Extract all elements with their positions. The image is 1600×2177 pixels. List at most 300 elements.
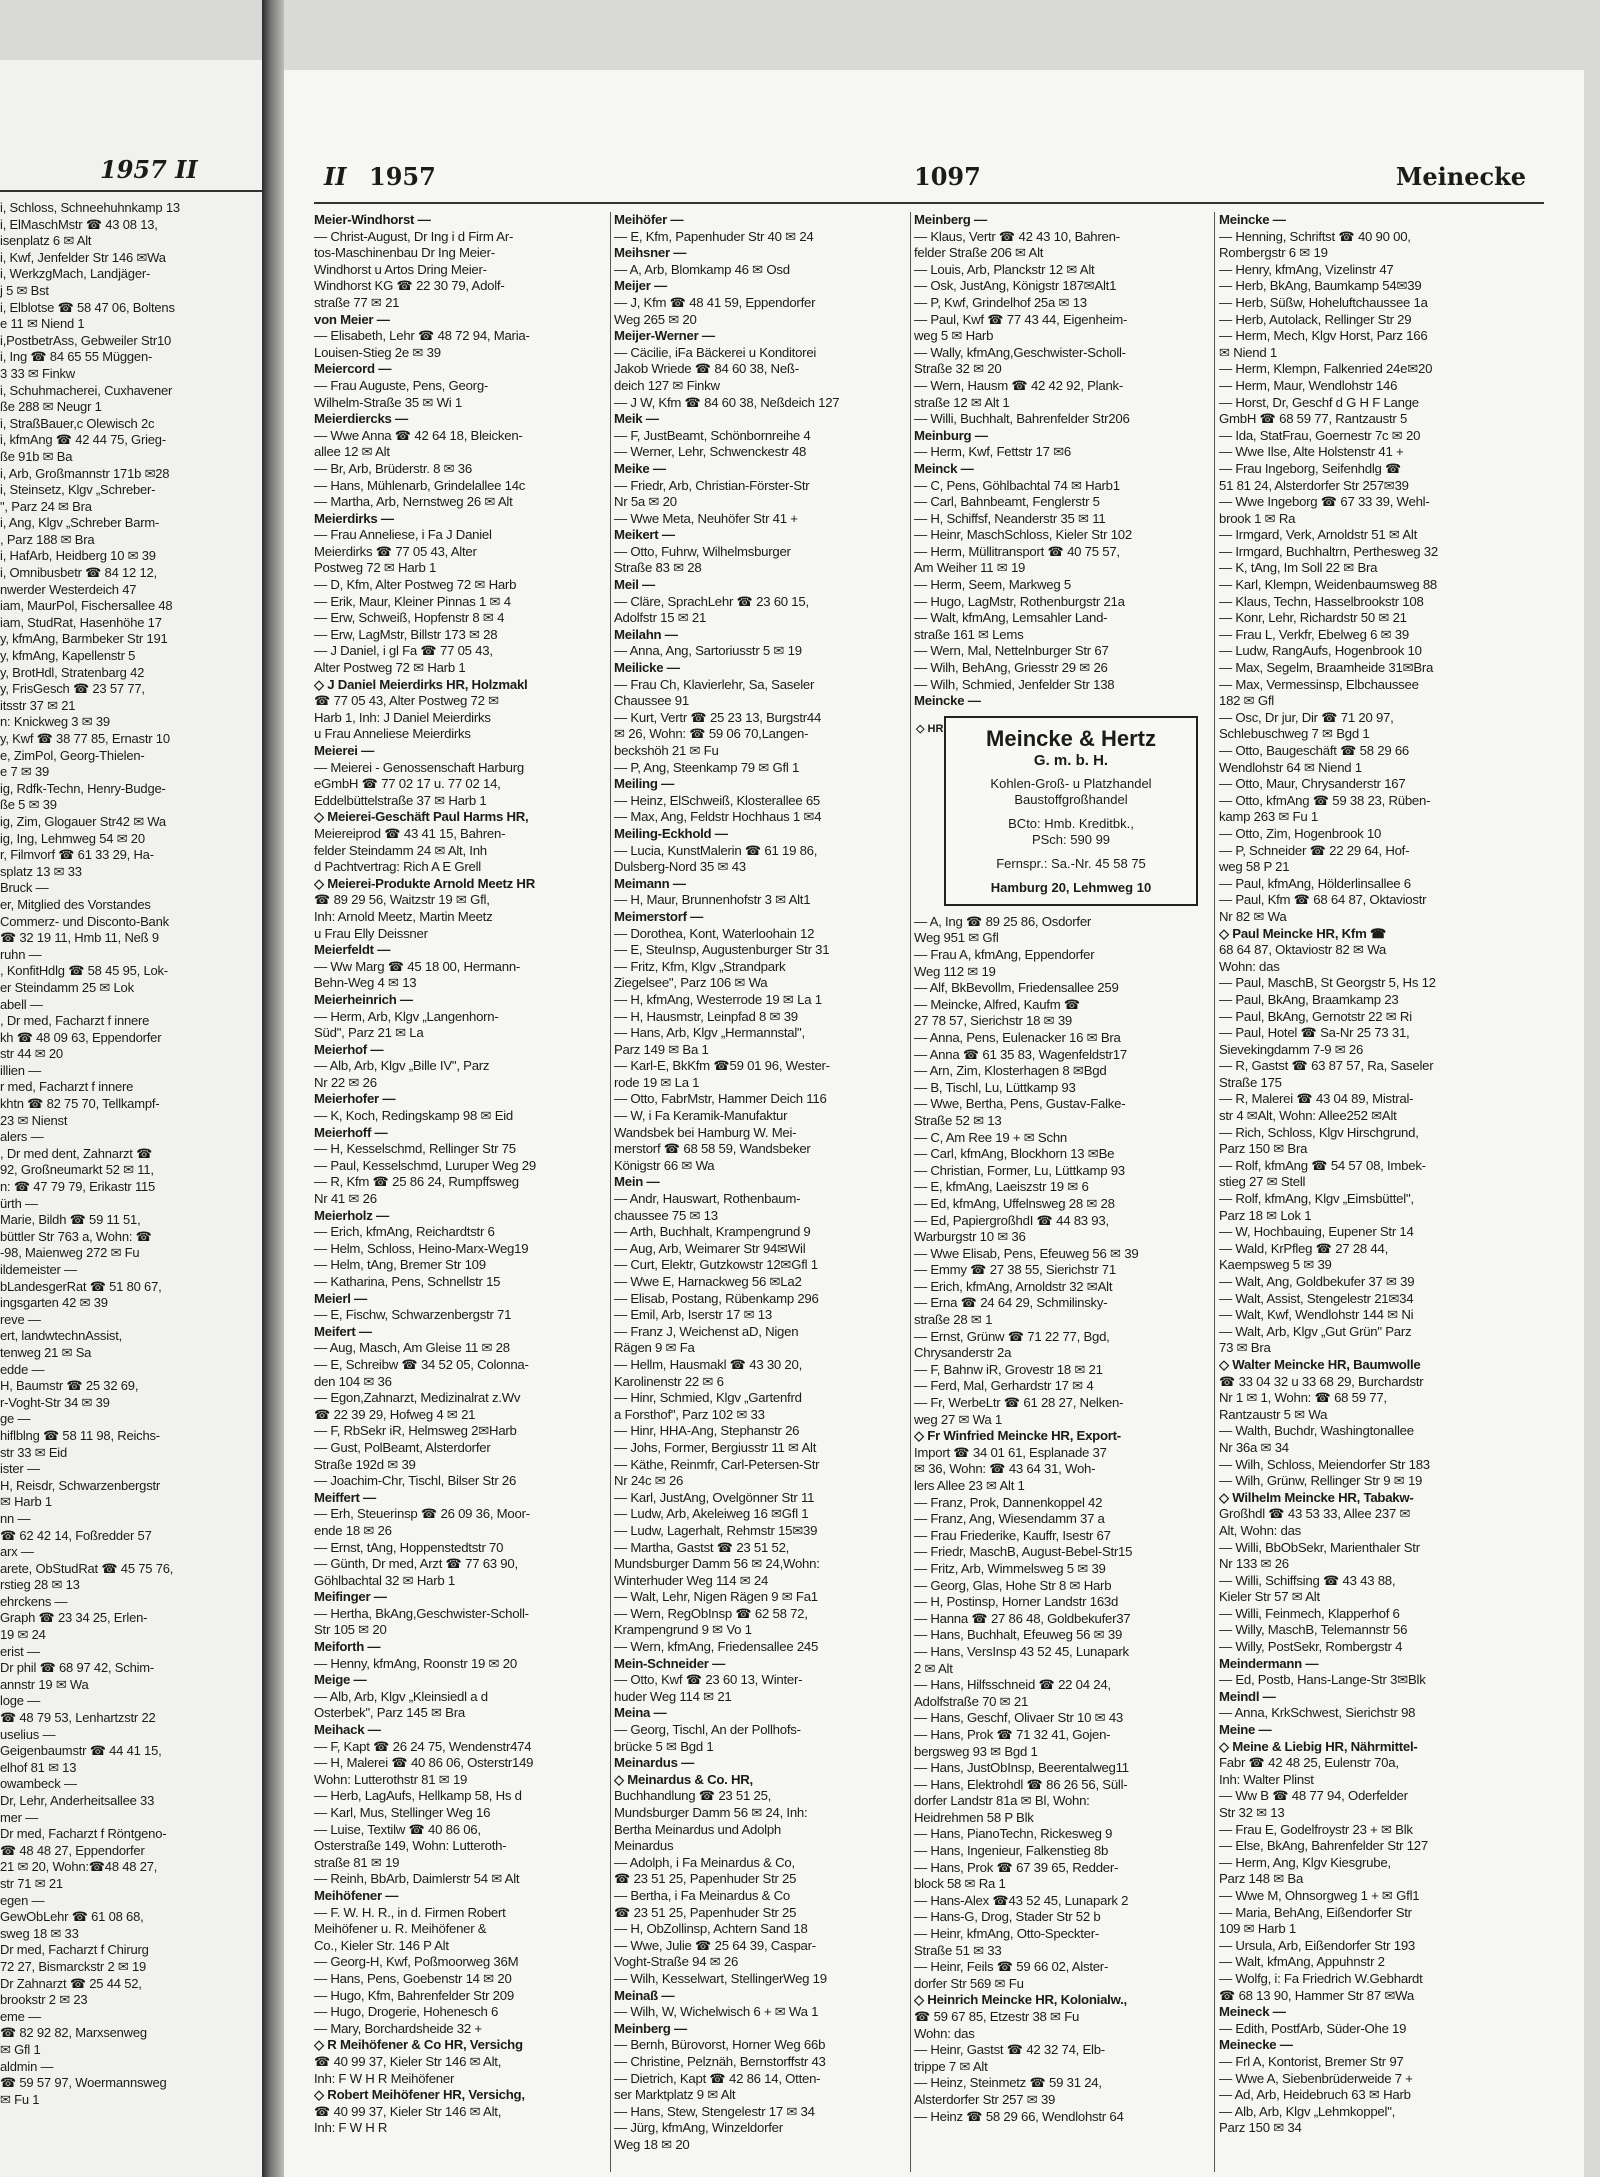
directory-entry-line: aldmin — — [0, 2058, 54, 2074]
directory-entry-line: — Anna ☎ 61 35 83, Wagenfeldstr17 — [914, 1046, 1127, 1062]
directory-entry-line: — Ernst, Grünw ☎ 71 22 77, Bgd, — [914, 1328, 1110, 1344]
directory-entry-line: — Frau Friederike, Kauffr, Isestr 67 — [914, 1527, 1111, 1543]
surname-heading: Meierfeldt — — [314, 942, 391, 958]
directory-entry-line: str 4 ✉Alt, Wohn: Allee252 ✉Alt — [1219, 1108, 1397, 1124]
directory-entry-line: — Otto, Kwf ☎ 23 60 13, Winter- — [614, 1672, 803, 1688]
directory-entry-line: ig, Rdfk-Techn, Henry-Budge- — [0, 780, 166, 796]
directory-entry-line: ☎ 89 29 56, Waitzstr 19 ✉ Gfl, — [314, 892, 490, 908]
directory-entry-line: ☎ 82 92 82, Marxsenweg — [0, 2025, 147, 2041]
directory-entry-line: — Ed, Postb, Hans-Lange-Str 3✉Blk — [1219, 1672, 1426, 1688]
directory-entry-line: ig, Ing, Lehmweg 54 ✉ 20 — [0, 830, 145, 846]
directory-entry-line: — Frau Ch, Klavierlehr, Sa, Saseler — [614, 676, 815, 692]
directory-entry-line: — Paul, Kesselschmd, Luruper Weg 29 — [314, 1157, 536, 1173]
directory-entry-line: huder Weg 114 ✉ 21 — [614, 1688, 732, 1704]
directory-entry-line: — Herm, Mech, Klgv Horst, Parz 166 — [1219, 328, 1428, 344]
directory-entry-line: — Heinr, kfmAng, Otto-Speckter- — [914, 1926, 1099, 1942]
directory-entry-line: Straße 51 ✉ 33 — [914, 1942, 1002, 1958]
directory-entry-line: — Günth, Dr med, Arzt ☎ 77 63 90, — [314, 1556, 518, 1572]
directory-entry-line: — Hans, VersInsp 43 52 45, Lunapark — [914, 1643, 1129, 1659]
directory-entry-line: — Meincke, Alfred, Kaufm ☎ — [914, 996, 1081, 1012]
directory-entry-line: Straße 175 — [1219, 1074, 1282, 1090]
directory-entry-line: u Frau Anneliese Meierdirks — [314, 726, 471, 742]
directory-entry-line: — Heinz ☎ 58 29 66, Wendlohstr 64 — [914, 2108, 1124, 2124]
directory-entry-line: — Hans, PianoTechn, Rickesweg 9 — [914, 1826, 1113, 1842]
directory-entry-line: — Reinh, BbArb, Daimlerstr 54 ✉ Alt — [314, 1871, 520, 1887]
directory-entry-line: — Erich, kfmAng, Reichardtstr 6 — [314, 1224, 495, 1240]
directory-entry-line: ◇ Wilhelm Meincke HR, Tabakw- — [1219, 1489, 1414, 1505]
directory-entry-line: — Wilh, Grünw, Rellinger Str 9 ✉ 19 — [1219, 1473, 1423, 1489]
directory-entry-line: — Louis, Arb, Planckstr 12 ✉ Alt — [914, 261, 1095, 277]
directory-entry-line: — Hans-G, Drog, Stader Str 52 b — [914, 1909, 1101, 1925]
directory-entry-line: y, kfmAng, Kapellenstr 5 — [0, 648, 136, 664]
directory-entry-line: Adolfstr 15 ✉ 21 — [614, 610, 707, 626]
directory-entry-line: ße 288 ✉ Neugr 1 — [0, 399, 102, 415]
directory-entry-line: Rägen 9 ✉ Fa — [614, 1340, 695, 1356]
surname-heading: Meinck — — [914, 460, 974, 476]
directory-entry-line: 3 33 ✉ Finkw — [0, 365, 75, 381]
directory-entry-line: — Otto, Zim, Hogenbrook 10 — [1219, 825, 1382, 841]
directory-entry-line: — Werner, Lehr, Schwenckestr 48 — [614, 444, 807, 460]
directory-entry-line: Rantzaustr 5 ✉ Wa — [1219, 1406, 1328, 1422]
directory-entry-line: — Ed, PapiergroßhdI ☎ 44 83 93, — [914, 1212, 1109, 1228]
ad-line: BCto: Hmb. Kreditbk., — [1008, 815, 1134, 831]
directory-entry-line: — Gust, PolBeamt, Alsterdorfer — [314, 1439, 491, 1455]
directory-entry-line: ☎ 22 39 29, Hofweg 4 ✉ 21 — [314, 1406, 476, 1422]
directory-entry-line: ", Parz 24 ✉ Bra — [0, 498, 92, 514]
directory-entry-line: — Erw, Schweiß, Hopfenstr 8 ✉ 4 — [314, 610, 505, 626]
directory-entry-line: trippe 7 ✉ Alt — [914, 2058, 988, 2074]
directory-entry-line: i, Kwf, Jenfelder Str 146 ✉Wa — [0, 249, 166, 265]
directory-entry-line: 21 ✉ 20, Wohn:☎48 48 27, — [0, 1859, 158, 1875]
directory-entry-line: ert, landwtechnAssist, — [0, 1328, 123, 1344]
directory-entry-line: — Lucia, KunstMalerin ☎ 61 19 86, — [614, 842, 818, 858]
surname-heading: Meierheinrich — — [314, 991, 413, 1007]
directory-entry-line: — Wwe Elisab, Pens, Efeuweg 56 ✉ 39 — [914, 1245, 1139, 1261]
directory-entry-line: — Rolf, kfmAng, Klgv „Eimsbüttel", — [1219, 1191, 1414, 1207]
directory-entry-line: — Hans, Elektrohdl ☎ 86 26 56, Süll- — [914, 1776, 1128, 1792]
directory-entry-line: beckshöh 21 ✉ Fu — [614, 743, 719, 758]
surname-heading: Meindl — — [1219, 1688, 1276, 1704]
directory-entry-line: 92, Großneumarkt 52 ✉ 11, — [0, 1162, 154, 1178]
directory-entry-line: Osterstraße 149, Wohn: Lutteroth- — [314, 1838, 507, 1854]
directory-entry-line: — Herm, Müllitransport ☎ 40 75 57, — [914, 543, 1120, 559]
directory-entry-line: brook 1 ✉ Ra — [1219, 510, 1296, 526]
directory-entry-line: Str 32 ✉ 13 — [1219, 1805, 1285, 1820]
directory-entry-line: — Wern, Hausm ☎ 42 42 92, Plank- — [914, 377, 1124, 393]
directory-entry-line: Krampengrund 9 ✉ Vo 1 — [614, 1622, 752, 1638]
directory-entry-line: sweg 18 ✉ 33 — [0, 1925, 79, 1941]
ad-title: Meincke & Hertz — [986, 725, 1156, 751]
directory-entry-line: i, HafArb, Heidberg 10 ✉ 39 — [0, 548, 156, 564]
directory-entry-line: bLandesgerRat ☎ 51 80 67, — [0, 1278, 162, 1294]
directory-entry-line: — Karl, Mus, Stellinger Weg 16 — [314, 1805, 491, 1820]
directory-entry-line: ende 18 ✉ 26 — [314, 1522, 392, 1538]
directory-entry-line: er Steindamm 25 ✉ Lok — [0, 979, 134, 995]
directory-entry-line: tenweg 21 ✉ Sa — [0, 1344, 92, 1360]
directory-entry-line: — A, Ing ☎ 89 25 86, Osdorfer — [914, 913, 1092, 929]
surname-heading: Meige — — [314, 1672, 367, 1688]
directory-entry-line: — Willi, Feinmech, Klapperhof 6 — [1219, 1605, 1400, 1621]
directory-entry-line: i, Elblotse ☎ 58 47 06, Boltens — [0, 299, 175, 315]
directory-entry-line: ◇ Fr Winfried Meincke HR, Export- — [914, 1428, 1121, 1444]
directory-entry-line: merstorf ☎ 68 58 59, Wandsbeker — [614, 1141, 811, 1157]
directory-entry-line: — Karl, Klempn, Weidenbaumsweg 88 — [1219, 577, 1438, 593]
directory-entry-line: Weg 18 ✉ 20 — [614, 2136, 690, 2152]
directory-entry-line: — Ed, kfmAng, Uffelnsweg 28 ✉ 28 — [914, 1195, 1115, 1211]
surname-heading: Meiling — — [614, 776, 675, 792]
directory-entry-line: Buchhandlung ☎ 23 51 25, — [614, 1788, 772, 1804]
directory-entry-line: — Wolfg, i: Fa Friedrich W.Gebhardt — [1219, 1970, 1423, 1986]
directory-entry-line: — Ernst, tAng, Hoppenstedtstr 70 — [314, 1539, 504, 1555]
directory-entry-line: Inh: F W H R Meihöfener — [314, 2070, 455, 2086]
directory-entry-line: Am Weiher 11 ✉ 19 — [914, 560, 1026, 576]
directory-entry-line: ☎ 77 05 43, Alter Postweg 72 ✉ — [314, 693, 499, 709]
directory-entry-line: — Wald, KrPfleg ☎ 27 28 44, — [1219, 1240, 1388, 1256]
directory-entry-line: — P, Ang, Steenkamp 79 ✉ Gfl 1 — [614, 759, 800, 775]
directory-entry-line: Import ☎ 34 01 61, Esplanade 37 — [914, 1444, 1107, 1460]
directory-entry-line: str 71 ✉ 21 — [0, 1875, 63, 1891]
directory-entry-line: ☎ 32 19 11, Hmb 11, Neß 9 — [0, 930, 159, 946]
directory-entry-line: — Wilh, Kesselwart, StellingerWeg 19 — [614, 1970, 827, 1986]
directory-entry-line: , Parz 188 ✉ Bra — [0, 531, 95, 547]
directory-entry-line: ße 5 ✉ 39 — [0, 797, 57, 813]
directory-entry-line: — Wwe E, Harnackweg 56 ✉La2 — [614, 1274, 802, 1289]
directory-entry-line: — Hans, Pens, Goebenstr 14 ✉ 20 — [314, 1970, 512, 1986]
directory-entry-line: y, Kwf ☎ 38 77 85, Ernastr 10 — [0, 731, 170, 746]
directory-entry-line: — Herm, Maur, Wendlohstr 146 — [1219, 377, 1398, 393]
directory-entry-line: 23 ✉ Nienst — [0, 1112, 68, 1128]
directory-entry-line: Straße 32 ✉ 20 — [914, 361, 1002, 377]
directory-entry-line: — Herm, Arb, Klgv „Langenhorn- — [314, 1008, 499, 1024]
directory-entry-line: r med, Facharzt f innere — [0, 1079, 134, 1095]
directory-entry-line: Wendlohstr 64 ✉ Niend 1 — [1219, 759, 1362, 775]
directory-entry-line: ☎ 48 79 53, Lenhartzstr 22 — [0, 1710, 156, 1726]
directory-entry-line: — R, Gastst ☎ 63 87 57, Ra, Saseler — [1219, 1058, 1434, 1074]
directory-entry-line: ◇ Meine & Liebig HR, Nährmittel- — [1219, 1738, 1418, 1754]
directory-entry-line: — E, Kfm, Papenhuder Str 40 ✉ 24 — [614, 228, 814, 244]
page-number: 1097 — [914, 162, 981, 191]
directory-entry-line: — Dietrich, Kapt ☎ 42 86 14, Otten- — [614, 2070, 821, 2086]
directory-entry-line: ✉ Fu 1 — [0, 2091, 40, 2107]
directory-entry-line: dorfer Str 569 ✉ Fu — [914, 1975, 1024, 1991]
ad-city: Hamburg 20, Lehmweg 10 — [990, 879, 1152, 895]
directory-entry-line: — Rich, Schloss, Klgv Hirschgrund, — [1219, 1124, 1419, 1140]
directory-entry-line: Chaussee 91 — [614, 693, 689, 709]
directory-entry-line: ◇ Walter Meincke HR, Baumwolle — [1219, 1356, 1421, 1372]
directory-entry-line: — Paul, BkAng, Gernotstr 22 ✉ Ri — [1219, 1008, 1412, 1024]
directory-entry-line: — Georg-H, Kwf, Poßmoorweg 36M — [314, 1954, 519, 1970]
directory-entry-line: Großhdl ☎ 43 53 33, Allee 237 ✉ — [1219, 1506, 1411, 1522]
directory-entry-line: — Alf, BkBevollm, Friedensallee 259 — [914, 980, 1119, 996]
directory-entry-line: — Wilh, W, Wichelwisch 6 + ✉ Wa 1 — [614, 2004, 819, 2020]
directory-entry-line: Rombergstr 6 ✉ 19 — [1219, 245, 1328, 261]
directory-entry-line: — F, Bahnw iR, Grovestr 18 ✉ 21 — [914, 1361, 1103, 1377]
directory-entry-line: abell — — [0, 996, 43, 1012]
directory-entry-line: block 58 ✉ Ra 1 — [914, 1876, 1006, 1892]
directory-entry-line: — Otto, FabrMstr, Hammer Deich 116 — [614, 1091, 827, 1107]
directory-entry-line: — Heinr, Gastst ☎ 42 32 74, Elb- — [914, 2042, 1105, 2058]
directory-entry-line: Str 105 ✉ 20 — [314, 1622, 387, 1638]
surname-heading: Meihöfener — — [314, 1887, 399, 1903]
directory-entry-line: ☎ 23 51 25, Papenhuder Str 25 — [614, 1871, 797, 1887]
surname-heading: Meineck — — [1219, 2004, 1286, 2020]
directory-entry-line: — Frau A, kfmAng, Eppendorfer — [914, 947, 1095, 962]
directory-entry-line: Nr 133 ✉ 26 — [1219, 1556, 1289, 1572]
directory-entry-line: — Carl, Bahnbeamt, Fenglerstr 5 — [914, 494, 1100, 510]
directory-entry-line: — Frl A, Kontorist, Bremer Str 97 — [1219, 2053, 1404, 2069]
directory-column-3 — [914, 212, 1206, 2172]
directory-entry-line: 182 ✉ Gfl — [1219, 693, 1274, 709]
directory-entry-line: Inh: Walter Plinst — [1219, 1771, 1314, 1787]
directory-entry-line: — Wally, kfmAng,Geschwister-Scholl- — [914, 344, 1126, 360]
directory-entry-line: — Ad, Arb, Heidebruch 63 ✉ Harb — [1219, 2087, 1411, 2103]
directory-entry-line: Wohn: das — [1219, 958, 1280, 974]
directory-entry-line: ingsgarten 42 ✉ 39 — [0, 1295, 108, 1311]
directory-entry-line: — Wwe, Julie ☎ 25 64 39, Caspar- — [614, 1937, 816, 1953]
directory-entry-line: brookstr 2 ✉ 23 — [0, 1992, 88, 2008]
directory-entry-line: — W, Hochbauing, Eupener Str 14 — [1219, 1224, 1414, 1240]
directory-entry-line: — Herb, Süßw, Hoheluftchaussee 1a — [1219, 294, 1428, 310]
directory-entry-line: Karolinenstr 22 ✉ 6 — [614, 1373, 724, 1389]
directory-entry-line: Nr 5a ✉ 20 — [614, 494, 677, 510]
surname-heading: Meierhoff — — [314, 1124, 388, 1140]
directory-entry-line: — Paul, MaschB, St Georgstr 5, Hs 12 — [1219, 975, 1436, 991]
directory-entry-line: itsstr 37 ✉ 21 — [0, 697, 76, 713]
directory-entry-line: bergsweg 93 ✉ Bgd 1 — [914, 1743, 1038, 1759]
directory-entry-line: — Curt, Elektr, Gutzkowstr 12✉Gfl 1 — [614, 1257, 818, 1273]
directory-entry-line: — J Daniel, i gl Fa ☎ 77 05 43, — [314, 643, 493, 659]
directory-entry-line: Warburgstr 10 ✉ 36 — [914, 1229, 1026, 1245]
directory-entry-line: — Frau Ingeborg, Seifenhdlg ☎ — [1219, 460, 1402, 476]
directory-entry-line: — Christine, Pelznäh, Bernstorffstr 43 — [614, 2053, 826, 2069]
directory-entry-line: arete, ObStudRat ☎ 45 75 76, — [0, 1560, 174, 1576]
directory-entry-line: — F, Kapt ☎ 26 24 75, Wendenstr474 — [314, 1738, 532, 1754]
directory-entry-line: splatz 13 ✉ 33 — [0, 863, 82, 879]
directory-columns — [314, 212, 1544, 2172]
directory-entry-line: — Alb, Arb, Klgv „Lehmkoppel", — [1219, 2103, 1396, 2119]
directory-entry-line: — Hans, Geschf, Olivaer Str 10 ✉ 43 — [914, 1710, 1123, 1726]
directory-entry-line: ☎ 40 99 37, Kieler Str 146 ✉ Alt, — [314, 2103, 502, 2119]
directory-entry-line: — Wwe Ilse, Alte Holstenstr 41 + — [1219, 444, 1404, 460]
surname-heading: Meine — — [1219, 1722, 1272, 1738]
directory-entry-line: alers — — [0, 1129, 44, 1145]
directory-entry-line: — Else, BkAng, Bahrenfelder Str 127 — [1219, 1838, 1428, 1854]
directory-entry-line: — Hans, JustObInsp, Beerentalweg11 — [914, 1760, 1129, 1776]
directory-entry-line: , KonfitHdlg ☎ 58 45 95, Lok- — [0, 963, 168, 979]
directory-entry-line: ☎ 62 42 14, Foßredder 57 — [0, 1527, 152, 1543]
directory-entry-line: 109 ✉ Harb 1 — [1219, 1921, 1296, 1937]
directory-entry-line: — P, Schneider ☎ 22 29 64, Hof- — [1219, 842, 1410, 858]
directory-entry-line: — Max, Vermessinsp, Elbchaussee — [1219, 676, 1419, 692]
directory-entry-line: — Egon,Zahnarzt, Medizinalrat z.Wv — [314, 1390, 521, 1406]
directory-entry-line: Sievekingdamm 7-9 ✉ 26 — [1219, 1041, 1364, 1057]
directory-entry-line: 72 27, Bismarckstr 2 ✉ 19 — [0, 1958, 147, 1974]
directory-entry-line: , Dr med, Facharzt f innere — [0, 1013, 150, 1029]
directory-entry-line: — Hans, Prok ☎ 71 32 41, Gojen- — [914, 1726, 1111, 1742]
directory-entry-line: hiflblng ☎ 58 11 98, Reichs- — [0, 1427, 160, 1443]
directory-entry-line: — Willy, PostSekr, Rombergstr 4 — [1219, 1639, 1403, 1655]
directory-entry-line: — Bernh, Bürovorst, Horner Weg 66b — [614, 2037, 826, 2053]
directory-entry-line: — Arn, Zim, Klosterhagen 8 ✉Bgd — [914, 1063, 1107, 1079]
directory-entry-line: Wohn: Lutterothstr 81 ✉ 19 — [314, 1771, 468, 1787]
directory-entry-line: — Heinr, Feils ☎ 59 66 02, Alster- — [914, 1959, 1109, 1975]
directory-entry-line: — Carl, kfmAng, Blockhorn 13 ✉Be — [914, 1146, 1115, 1162]
directory-entry-line: — Ww Marg ☎ 45 18 00, Hermann- — [314, 958, 521, 974]
directory-entry-line: — Walt, Lehr, Nigen Rägen 9 ✉ Fa1 — [614, 1589, 818, 1605]
directory-entry-line: — Ww B ☎ 48 77 94, Oderfelder — [1219, 1788, 1408, 1804]
surname-heading: Meiffert — — [314, 1489, 376, 1505]
directory-entry-line: — Wilh, BehAng, Griesstr 29 ✉ 26 — [914, 660, 1108, 676]
directory-entry-line: — Otto, Fuhrw, Wilhelmsburger — [614, 543, 791, 559]
directory-entry-line: — Anna, Ang, Sartoriusstr 5 ✉ 19 — [614, 643, 802, 659]
directory-entry-line: annstr 19 ✉ Wa — [0, 1676, 89, 1692]
directory-entry-line: Chrysanderstr 2a — [914, 1345, 1012, 1361]
directory-entry-line: — Hans-Alex ☎43 52 45, Lunapark 2 — [914, 1892, 1129, 1908]
directory-entry-line: felder Straße 206 ✉ Alt — [914, 245, 1044, 261]
directory-entry-line: Königstr 66 ✉ Wa — [614, 1157, 715, 1173]
directory-entry-line: — Wwe, Bertha, Pens, Gustav-Falke- — [914, 1096, 1126, 1112]
directory-entry-line: reve — — [0, 1311, 41, 1327]
directory-entry-line: — Mary, Borchardsheide 32 + — [314, 2020, 482, 2036]
directory-entry-line: ser Marktplatz 9 ✉ Alt — [614, 2087, 736, 2103]
directory-entry-line: — Osk, JustAng, Königstr 187✉Alt1 — [914, 278, 1117, 294]
directory-column-4 — [1219, 212, 1511, 2172]
directory-entry-line: — Martha, Gastst ☎ 23 51 52, — [614, 1539, 790, 1555]
directory-entry-line: — Bertha, i Fa Meinardus & Co — [614, 1887, 790, 1903]
directory-entry-line: — Hertha, BkAng,Geschwister-Scholl- — [314, 1605, 529, 1621]
ad-line: Kohlen-Groß- u Platzhandel — [990, 775, 1152, 791]
directory-entry-line: isenplatz 6 ✉ Alt — [0, 233, 92, 249]
directory-entry-line: ☎ 59 67 85, Etzestr 38 ✉ Fu — [914, 2009, 1080, 2024]
surname-heading: Meijer — — [614, 278, 667, 294]
page-header — [324, 162, 1526, 196]
directory-entry-line: — Henry, kfmAng, Vizelinstr 47 — [1219, 261, 1394, 277]
left-page-entries — [0, 200, 262, 2108]
directory-entry-line: Heidrehmen 58 P Blk — [914, 1809, 1034, 1825]
directory-entry-line: y, FrisGesch ☎ 23 57 77, — [0, 681, 145, 697]
surname-heading: Meiling-Eckhold — — [614, 825, 728, 841]
directory-entry-line: — H, Hausmstr, Leinpfad 8 ✉ 39 — [614, 1008, 798, 1024]
directory-entry-line: — Paul, Kfm ☎ 68 64 87, Oktaviostr — [1219, 892, 1427, 908]
surname-heading: Meihöfer — — [614, 212, 684, 227]
directory-entry-line: Mundsburger Damm 56 ✉ 24, Inh: — [614, 1805, 808, 1820]
directory-entry-line: weg 58 P 21 — [1219, 859, 1290, 875]
directory-entry-line: — Otto, Maur, Chrysanderstr 167 — [1219, 776, 1406, 792]
ad-line: Fernspr.: Sa.-Nr. 45 58 75 — [996, 855, 1146, 871]
directory-entry-line: Weg 112 ✉ 19 — [914, 963, 996, 979]
directory-entry-line: ☎ 23 51 25, Papenhuder Str 25 — [614, 1904, 797, 1920]
directory-entry-line: — Horst, Dr, Geschf d G H F Lange — [1219, 394, 1419, 410]
surname-heading: Mein — — [614, 1174, 660, 1190]
directory-entry-line: e 7 ✉ 39 — [0, 764, 50, 780]
directory-entry-line: — Konr, Lehr, Richardstr 50 ✉ 21 — [1219, 610, 1407, 626]
directory-entry-line: — Wern, Mal, Nettelnburger Str 67 — [914, 643, 1109, 659]
directory-entry-line: — Fr, WerbeLtr ☎ 61 28 27, Nelken- — [914, 1395, 1124, 1411]
directory-entry-line: — B, Tischl, Lu, Lüttkamp 93 — [914, 1079, 1076, 1095]
directory-entry-line: illien — — [0, 1062, 42, 1078]
surname-heading: Meierhofer — — [314, 1091, 396, 1107]
directory-entry-line: — Willi, Schiffsing ☎ 43 43 88, — [1219, 1572, 1396, 1588]
directory-entry-line: loge — — [0, 1693, 40, 1709]
ad-subtitle: G. m. b. H. — [1033, 751, 1109, 769]
surname-heading: Meikert — — [614, 527, 675, 543]
directory-entry-line: — Emmy ☎ 27 38 55, Sierichstr 71 — [914, 1262, 1116, 1278]
directory-entry-line: — Cäcilie, iFa Bäckerei u Konditorei — [614, 344, 817, 360]
directory-entry-line: Meierdirks ☎ 77 05 43, Alter — [314, 543, 477, 559]
directory-entry-line: Marie, Bildh ☎ 59 11 51, — [0, 1212, 141, 1228]
directory-entry-line: — Otto, Baugeschäft ☎ 58 29 66 — [1219, 743, 1410, 758]
directory-entry-line: — Max, Ang, Feldstr Hochhaus 1 ✉4 — [614, 809, 822, 825]
directory-entry-line: — Hugo, LagMstr, Rothenburgstr 21a — [914, 593, 1125, 609]
directory-entry-line: Adolfstraße 70 ✉ 21 — [914, 1693, 1029, 1709]
directory-entry-line: Meiereiprod ☎ 43 41 15, Bahren- — [314, 825, 506, 841]
directory-entry-line: — Wern, RegObInsp ☎ 62 58 72, — [614, 1605, 808, 1621]
directory-entry-line: — Wilh, Schmied, Jenfelder Str 138 — [914, 676, 1115, 692]
directory-entry-line: — K, Koch, Redingskamp 98 ✉ Eid — [314, 1108, 514, 1124]
directory-entry-line: — Herb, Autolack, Rellinger Str 29 — [1219, 311, 1412, 327]
directory-entry-line: Alsterdorfer Str 257 ✉ 39 — [914, 2091, 1056, 2107]
surname-heading: Mein-Schneider — — [614, 1655, 726, 1671]
directory-entry-line: — Arth, Buchhalt, Krampengrund 9 — [614, 1224, 811, 1240]
directory-entry-line: 68 64 87, Oktaviostr 82 ✉ Wa — [1219, 942, 1387, 958]
directory-entry-line: — R, Kfm ☎ 25 86 24, Rumpffsweg — [314, 1174, 519, 1190]
directory-entry-line: — Christ-August, Dr Ing i d Firm Ar- — [314, 228, 514, 244]
directory-entry-line: Nr 82 ✉ Wa — [1219, 908, 1287, 924]
surname-heading: Meiercord — — [314, 361, 392, 377]
directory-entry-line: — Walth, Buchdr, Washingtonallee — [1219, 1423, 1414, 1439]
directory-entry-line: — Hinr, Schmied, Klgv „Gartenfrd — [614, 1390, 802, 1406]
directory-entry-line: — Hanna ☎ 27 86 48, Goldbekufer37 — [914, 1610, 1131, 1626]
directory-entry-line: Geigenbaumstr ☎ 44 41 15, — [0, 1743, 162, 1759]
directory-entry-line: ✉ Harb 1 — [0, 1494, 52, 1510]
directory-entry-line: — Elisabeth, Lehr ☎ 48 72 94, Maria- — [314, 328, 530, 344]
directory-entry-line: — A, Arb, Blomkamp 46 ✉ Osd — [614, 261, 790, 277]
directory-entry-line: — Maria, BehAng, Eißendorfer Str — [1219, 1904, 1412, 1920]
column-divider — [910, 212, 911, 2172]
directory-entry-line: — Wwe Anna ☎ 42 64 18, Bleicken- — [314, 427, 523, 443]
directory-entry-line: — Paul, Kwf ☎ 77 43 44, Eigenheim- — [914, 311, 1128, 327]
directory-entry-line: — Frau L, Verkfr, Ebelweg 6 ✉ 39 — [1219, 626, 1409, 642]
directory-entry-line: — Herm, Klempn, Falkenried 24e✉20 — [1219, 361, 1433, 377]
directory-entry-line: y, BrotHdl, Stratenbarg 42 — [0, 664, 145, 680]
directory-entry-line: Ziegelsee", Parz 106 ✉ Wa — [614, 975, 768, 991]
directory-entry-line: — Otto, kfmAng ☎ 59 38 23, Rüben- — [1219, 792, 1431, 808]
directory-entry-line: Kaempsweg 5 ✉ 39 — [1219, 1257, 1332, 1273]
directory-entry-line: ehrckens — — [0, 1593, 68, 1609]
surname-heading: Meierholz — — [314, 1207, 389, 1223]
directory-entry-line: — E, Fischw, Schwarzenbergstr 71 — [314, 1307, 512, 1323]
directory-entry-line: Parz 150 ✉ 34 — [1219, 2120, 1302, 2136]
directory-entry-line: — Kurt, Vertr ☎ 25 23 13, Burgstr44 — [614, 709, 822, 725]
directory-entry-line: — E, Schreibw ☎ 34 52 05, Colonna- — [314, 1356, 529, 1372]
directory-entry-line: egen — — [0, 1892, 45, 1908]
directory-entry-line: tos-Maschinenbau Dr Ing Meier- — [314, 245, 495, 261]
directory-entry-line: i, Schuhmacherei, Cuxhavener — [0, 382, 173, 398]
directory-entry-line: 2 ✉ Alt — [914, 1660, 953, 1676]
directory-entry-line: Graph ☎ 23 34 25, Erlen- — [0, 1610, 148, 1626]
directory-entry-line: rstieg 28 ✉ 13 — [0, 1577, 80, 1593]
directory-entry-line: Alt, Wohn: das — [1219, 1522, 1302, 1538]
directory-entry-line: — Irmgard, Verk, Arnoldstr 51 ✉ Alt — [1219, 527, 1417, 543]
directory-entry-line: — Georg, Tischl, An der Pollhofs- — [614, 1722, 801, 1738]
directory-entry-line: — Wwe A, Siebenbrüderweide 7 + — [1219, 2070, 1413, 2086]
directory-entry-line: kh ☎ 48 09 63, Eppendorfer — [0, 1029, 162, 1045]
directory-entry-line: ruhn — — [0, 946, 42, 962]
directory-entry-line: — Hugo, Kfm, Bahrenfelder Str 209 — [314, 1987, 514, 2003]
surname-heading: Meier-Windhorst — — [314, 212, 431, 227]
directory-entry-line: — F, RbSekr iR, Helmsweg 2✉Harb — [314, 1423, 517, 1439]
directory-entry-line: felder Steindamm 24 ✉ Alt, Inh — [314, 842, 487, 858]
